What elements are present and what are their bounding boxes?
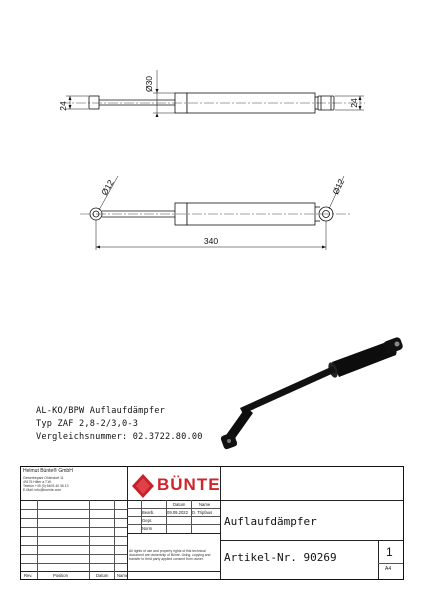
- company-address-3: Telefon +49 (0) 5409-40 36 13: [23, 484, 69, 488]
- rev-header: Rev.: [24, 573, 33, 578]
- header-name: Name: [199, 502, 211, 507]
- logo-text: BÜNTE: [157, 475, 221, 494]
- dim-length: 340: [203, 236, 219, 246]
- drawing-title: Auflaufdämpfer: [224, 515, 317, 528]
- rev-name-header: Name: [117, 573, 129, 578]
- description-line-1: AL-KO/BPW Auflaufdämpfer: [36, 406, 165, 416]
- logo-mark-icon: [132, 474, 154, 498]
- copyright-note: All rights of use and property rights of this technical document are ownership of Bünte. Using, copying and transfer to third party applied consent from owner.: [129, 549, 211, 561]
- article-number: Artikel-Nr. 90269: [224, 551, 337, 564]
- row-norm-label: Norm: [142, 526, 153, 531]
- bunte-logo: [130, 472, 220, 500]
- damper-3d-image: [220, 336, 404, 450]
- sheet-number: 1: [386, 545, 393, 559]
- company-address-4: E-Mail: info@buente.com: [23, 488, 62, 492]
- dim-height-left: 24: [58, 101, 68, 111]
- dim-eye-right: Ø12: [330, 177, 347, 197]
- row-bearb-date: 09.09.2022: [167, 510, 188, 515]
- title-block: [20, 466, 404, 580]
- header-datum: Datum: [173, 502, 186, 507]
- row-gepr-label: Gepr.: [142, 518, 153, 523]
- dim-diameter-top: Ø30: [144, 75, 154, 93]
- description-line-3: Vergleichsnummer: 02.3722.80.00: [36, 432, 203, 442]
- paper-format: A4: [385, 566, 392, 572]
- description-line-2: Typ ZAF 2,8-2/3,0-3: [36, 419, 139, 429]
- row-bearb-name: D. Tripfaus: [192, 510, 213, 515]
- company-address-1: Gewerbepark Ohlendorf 11: [23, 476, 64, 480]
- company-address-2: 49176 Hilter a.T.W.: [23, 480, 52, 484]
- rev-datum-header: Datum: [96, 573, 109, 578]
- company-name: Helmut Bünte® GmbH: [23, 468, 73, 474]
- dim-height-right: 24: [349, 98, 359, 108]
- dim-eye-left: Ø12: [99, 178, 116, 197]
- row-bearb-label: Bearb.: [142, 510, 155, 515]
- position-header: Position: [53, 573, 68, 578]
